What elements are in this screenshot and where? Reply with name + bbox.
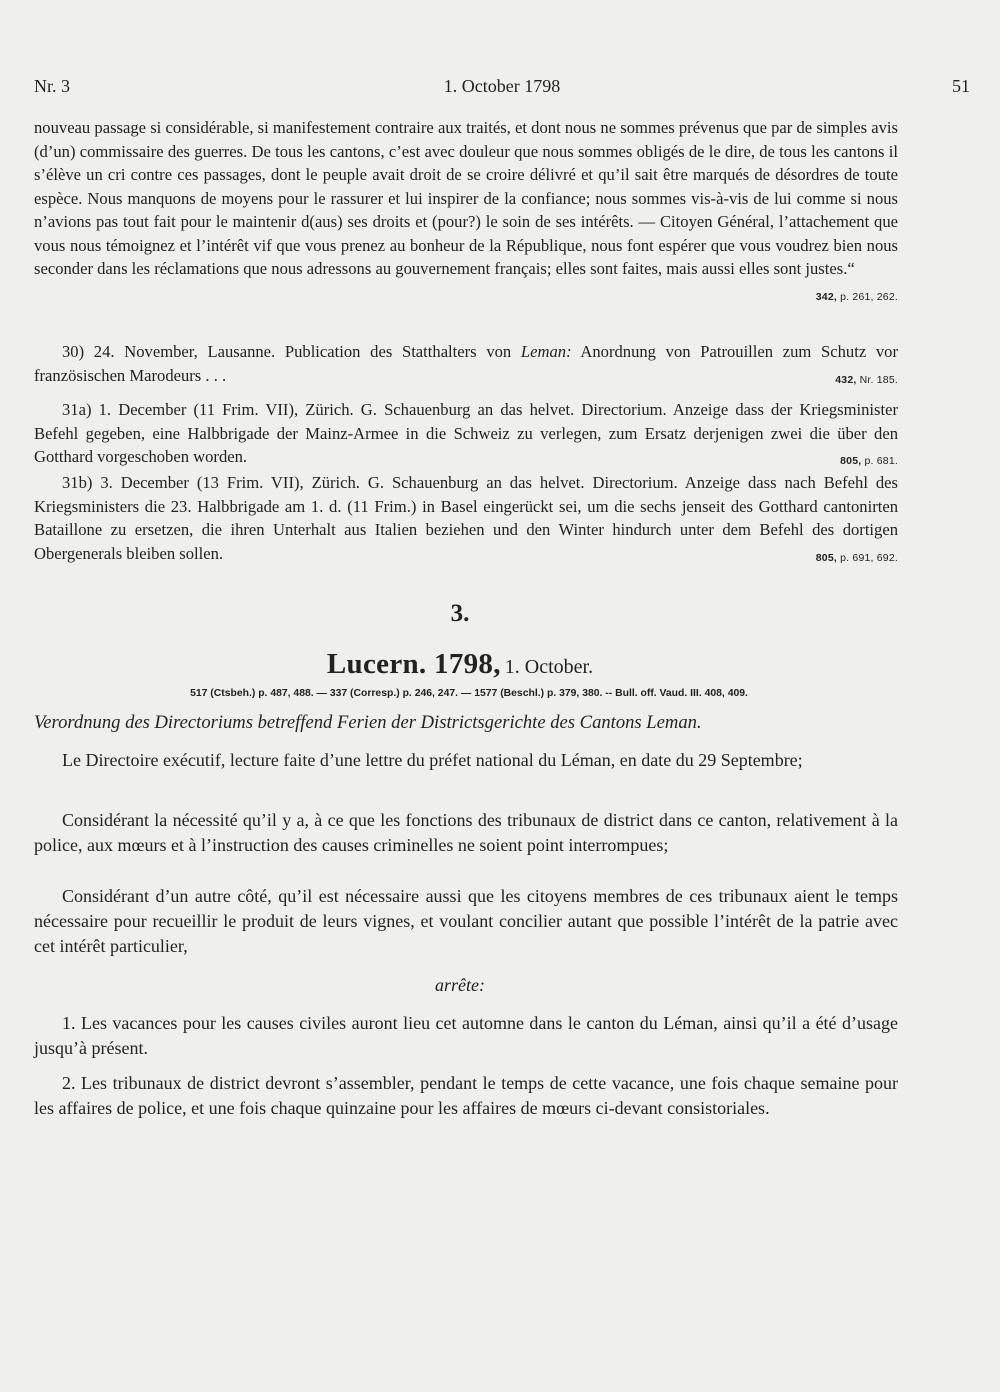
entry-text: 31b) 3. December (13 Frim. VII), Zürich. G. Schauenburg an das helvet. Directorium. Anzeige dass nach Befehl des Kriegsministers die 23. Halbbrigade am 1. d. (11 Frim.) in Basel eingerückt sei, um die sechs jenseit des Gotthard cantonirten Bataillone zu ersetzen, die ihren Unterhalt aus Italien beziehen und den Winter hindurch unter dem Befehl des dortigen Obergenerals bleiben sollen.	[34, 473, 898, 563]
paragraph-text: nouveau passage si considérable, si manifestement contraire aux traités, et dont nous ne sommes prévenus que par de simples avis (d’un) commissaire des guerres. De tous les cantons, c’est avec douleur que nous sommes obligés de le dire, de tous les cantons il s’élève un cri contre ces passages, dont le peuple avait droit de se croire délivré et qu’il sait être marqués de désordres de toute espèce. Nous manquons de moyens pour le rassurer et lui inspirer de la confiance; nous sommes vis-à-vis de lui comme si nous n’avions pas tout fait pour le maintenir d(aus) ses droits et (pour?) le soin de ses intérêts. — Citoyen Général, l’attachement que vous nous témoignez et l’intérêt vif que vous prenez au bonheur de la République, nous font espérer que vous voudrez bien nous seconder dans les réclamations que nous adressons au gouvernement français; elles sont faites, mais aussi elles sont justes.“	[34, 118, 898, 278]
decree-article-2: 2. Les tribunaux de district devront s’assembler, pendant le temps de cette vacance, une fois chaque semaine pour les affaires de police, et une fois chaque quinzaine pour les affaires de mœurs ci-devant consistoriales.	[34, 1073, 898, 1118]
section-heading	[0, 648, 920, 681]
heading-date: 1. October.	[504, 656, 594, 678]
source-references: 517 (Ctsbeh.) p. 487, 488. — 337 (Corresp.) p. 246, 247. — 1577 (Beschl.) p. 379, 380. -- Bull. off. Vaud. III. 408, 409.	[190, 688, 748, 699]
decree-arrete: arrête:	[435, 975, 485, 995]
issue-number: Nr. 3	[34, 76, 70, 96]
entry-30	[34, 340, 898, 392]
decree-article-1: 1. Les vacances pour les causes civiles auront lieu cet automne dans le canton du Léman, ainsi qu’il a été d’usage jusqu’à présent.	[34, 1013, 898, 1058]
place-year: Lucern. 1798,	[326, 648, 501, 680]
running-header	[34, 76, 970, 102]
archive-reference: 805, p. 681.	[840, 455, 898, 467]
page-number: 51	[952, 76, 970, 96]
decree-preamble: Le Directoire exécutif, lecture faite d’une lettre du préfet national du Léman, en date du 29 Septembre;	[62, 750, 803, 770]
decree-considerant-2: Considérant d’un autre côté, qu’il est nécessaire aussi que les citoyens membres de ces tribunaux aient le temps nécessaire pour recueillir le produit de leurs vignes, et voulant concilier autant que possible l’intérêt de la patrie avec cet intérêt particulier,	[34, 886, 898, 956]
entry-31b	[34, 471, 898, 570]
entry-text: 31a) 1. December (11 Frim. VII), Zürich. G. Schauenburg an das helvet. Directorium. Anzeige dass der Kriegsminister Befehl gegeben, eine Halbbrigade der Mainz-Armee in die Schweiz zu verlegen, zum Ersatz derjenigen zwei die über den Gotthard vorgeschoben worden.	[34, 400, 898, 466]
archive-reference: 432, Nr. 185.	[835, 373, 898, 386]
entry-prefix: 30) 24. November, Lausanne. Publication des Statthalters von	[62, 342, 521, 361]
section-number: 3.	[450, 600, 470, 627]
entry-31a	[34, 398, 898, 474]
archive-reference: 805, p. 691, 692.	[815, 551, 898, 564]
decree-title: Verordnung des Directoriums betreffend Ferien der Districtsgerichte des Cantons Leman.	[34, 712, 702, 733]
entry-text: Anordnung von Patrouillen zum Schutz vor französischen Marodeurs . . .	[34, 342, 898, 385]
archive-reference: 342, p. 261, 262.	[815, 290, 898, 303]
paragraph-letter-continuation	[34, 116, 898, 309]
entry-italic: Leman:	[520, 342, 572, 361]
decree-considerant-1: Considérant la nécessité qu’il y a, à ce que les fonctions des tribunaux de district dans ce canton, relativement à la police, aux mœurs et à l’instruction des causes criminelles ne soient point interrompues;	[34, 810, 898, 855]
header-date: 1. October 1798	[443, 76, 561, 96]
